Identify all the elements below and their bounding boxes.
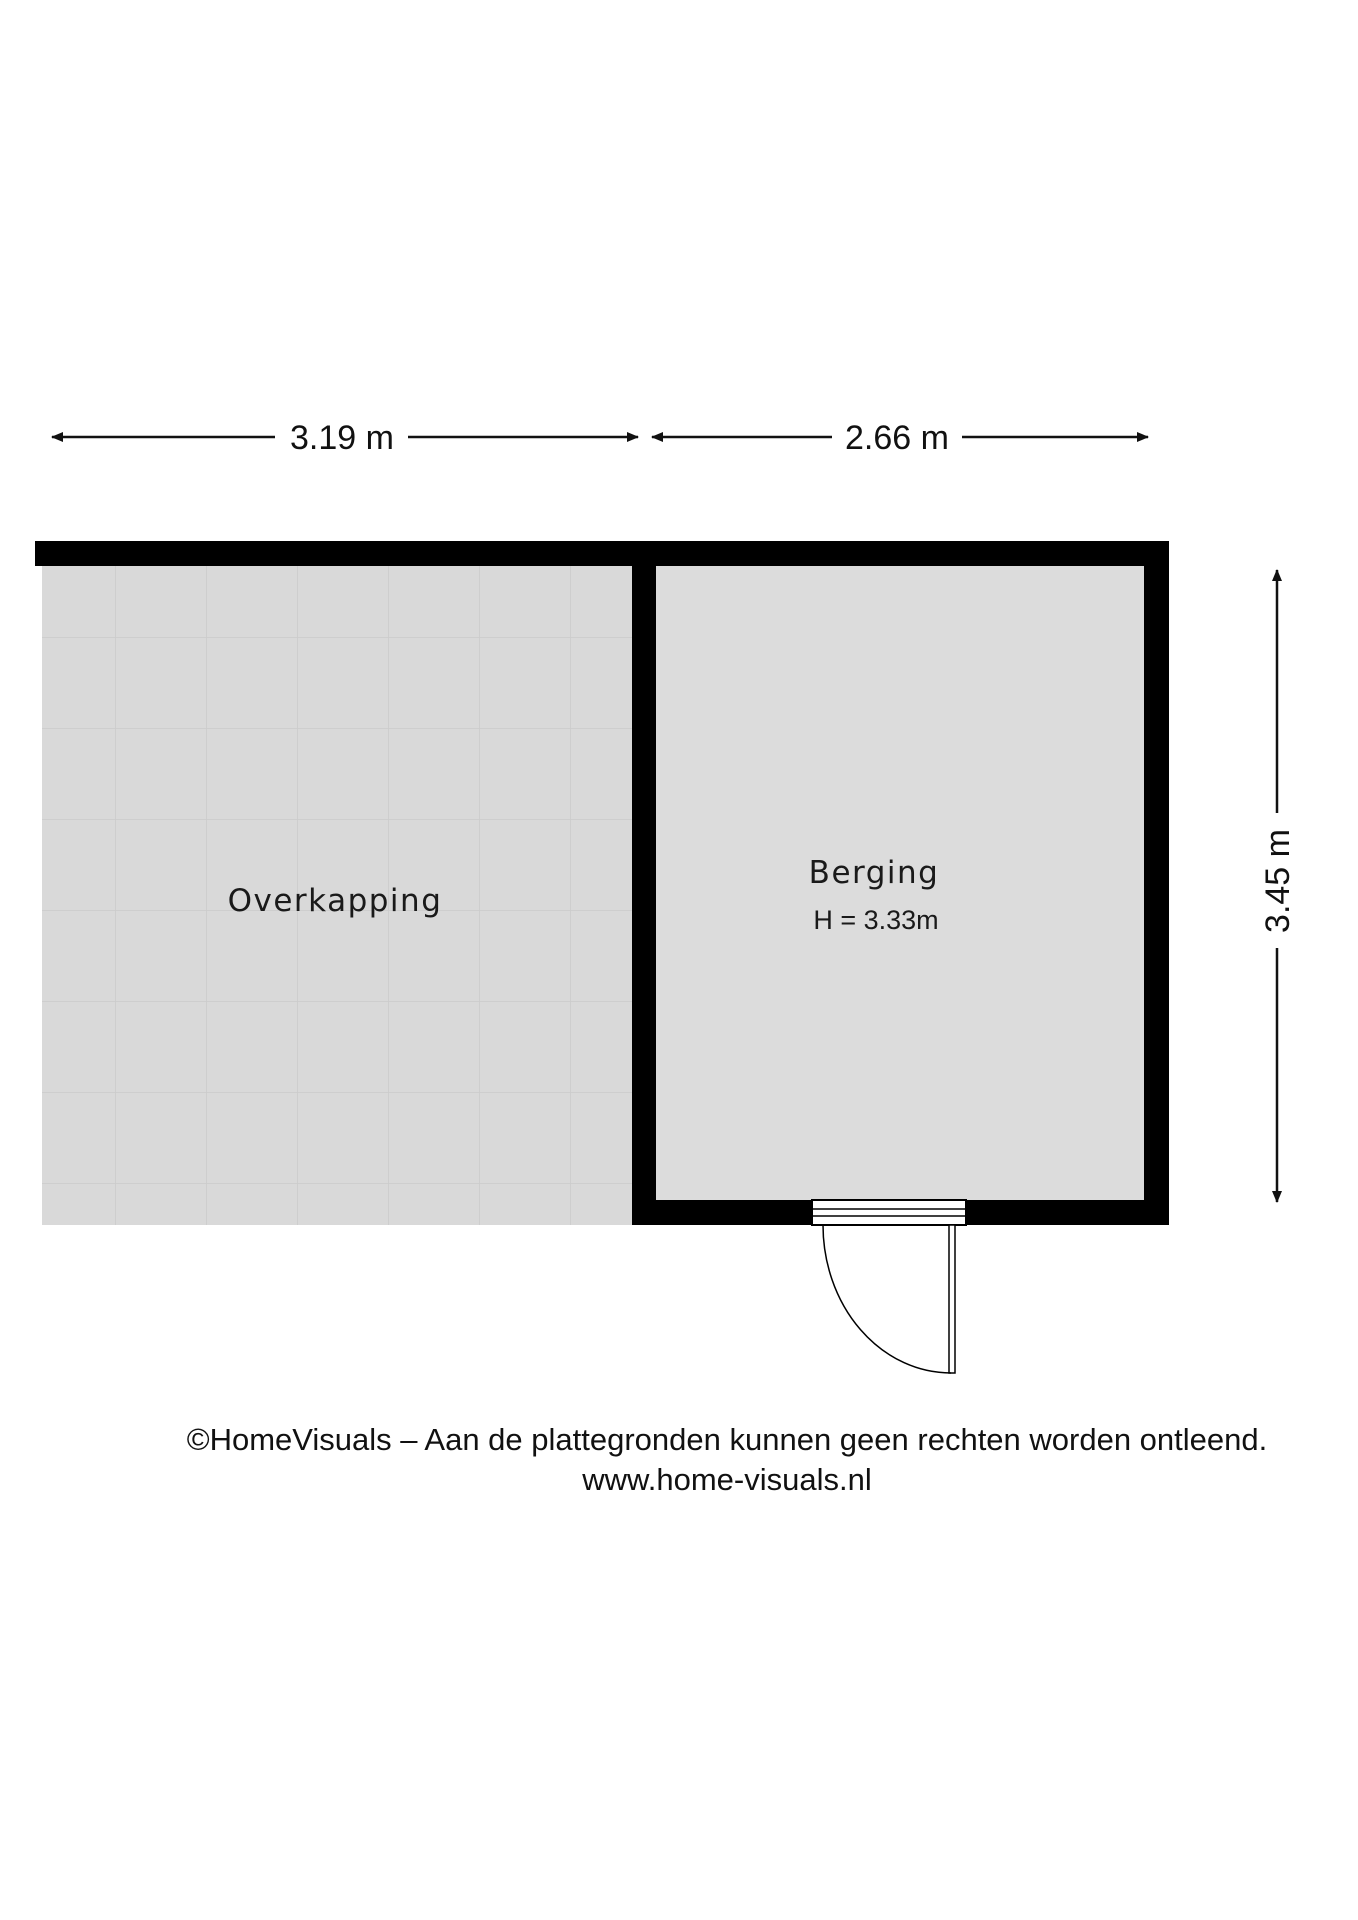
- dimension-label-right: 2.66 m: [845, 419, 949, 457]
- bottom-wall-right: [966, 1200, 1169, 1225]
- middle-wall: [632, 541, 656, 1225]
- dimension-label-depth: 3.45 m: [1259, 829, 1297, 933]
- room-height-berging: H = 3.33m: [813, 905, 939, 935]
- dimension-right-width: [652, 419, 1148, 457]
- dimension-left-width: [52, 419, 638, 457]
- dimension-label-left: 3.19 m: [290, 419, 394, 457]
- room-label-overkapping: Overkapping: [227, 883, 443, 919]
- door: [812, 1200, 966, 1373]
- top-wall: [35, 541, 1169, 566]
- door-swing-arc: [823, 1225, 951, 1373]
- dimension-depth: [1259, 570, 1297, 1202]
- door-leaf: [949, 1225, 955, 1373]
- footer-website: www.home-visuals.nl: [582, 1462, 872, 1497]
- footer-disclaimer: ©HomeVisuals – Aan de plattegronden kunnen geen rechten worden ontleend.: [186, 1422, 1268, 1457]
- bottom-wall-left: [632, 1200, 812, 1225]
- room-label-berging: Berging: [808, 855, 940, 891]
- door-frame: [812, 1200, 966, 1225]
- right-wall: [1144, 541, 1169, 1225]
